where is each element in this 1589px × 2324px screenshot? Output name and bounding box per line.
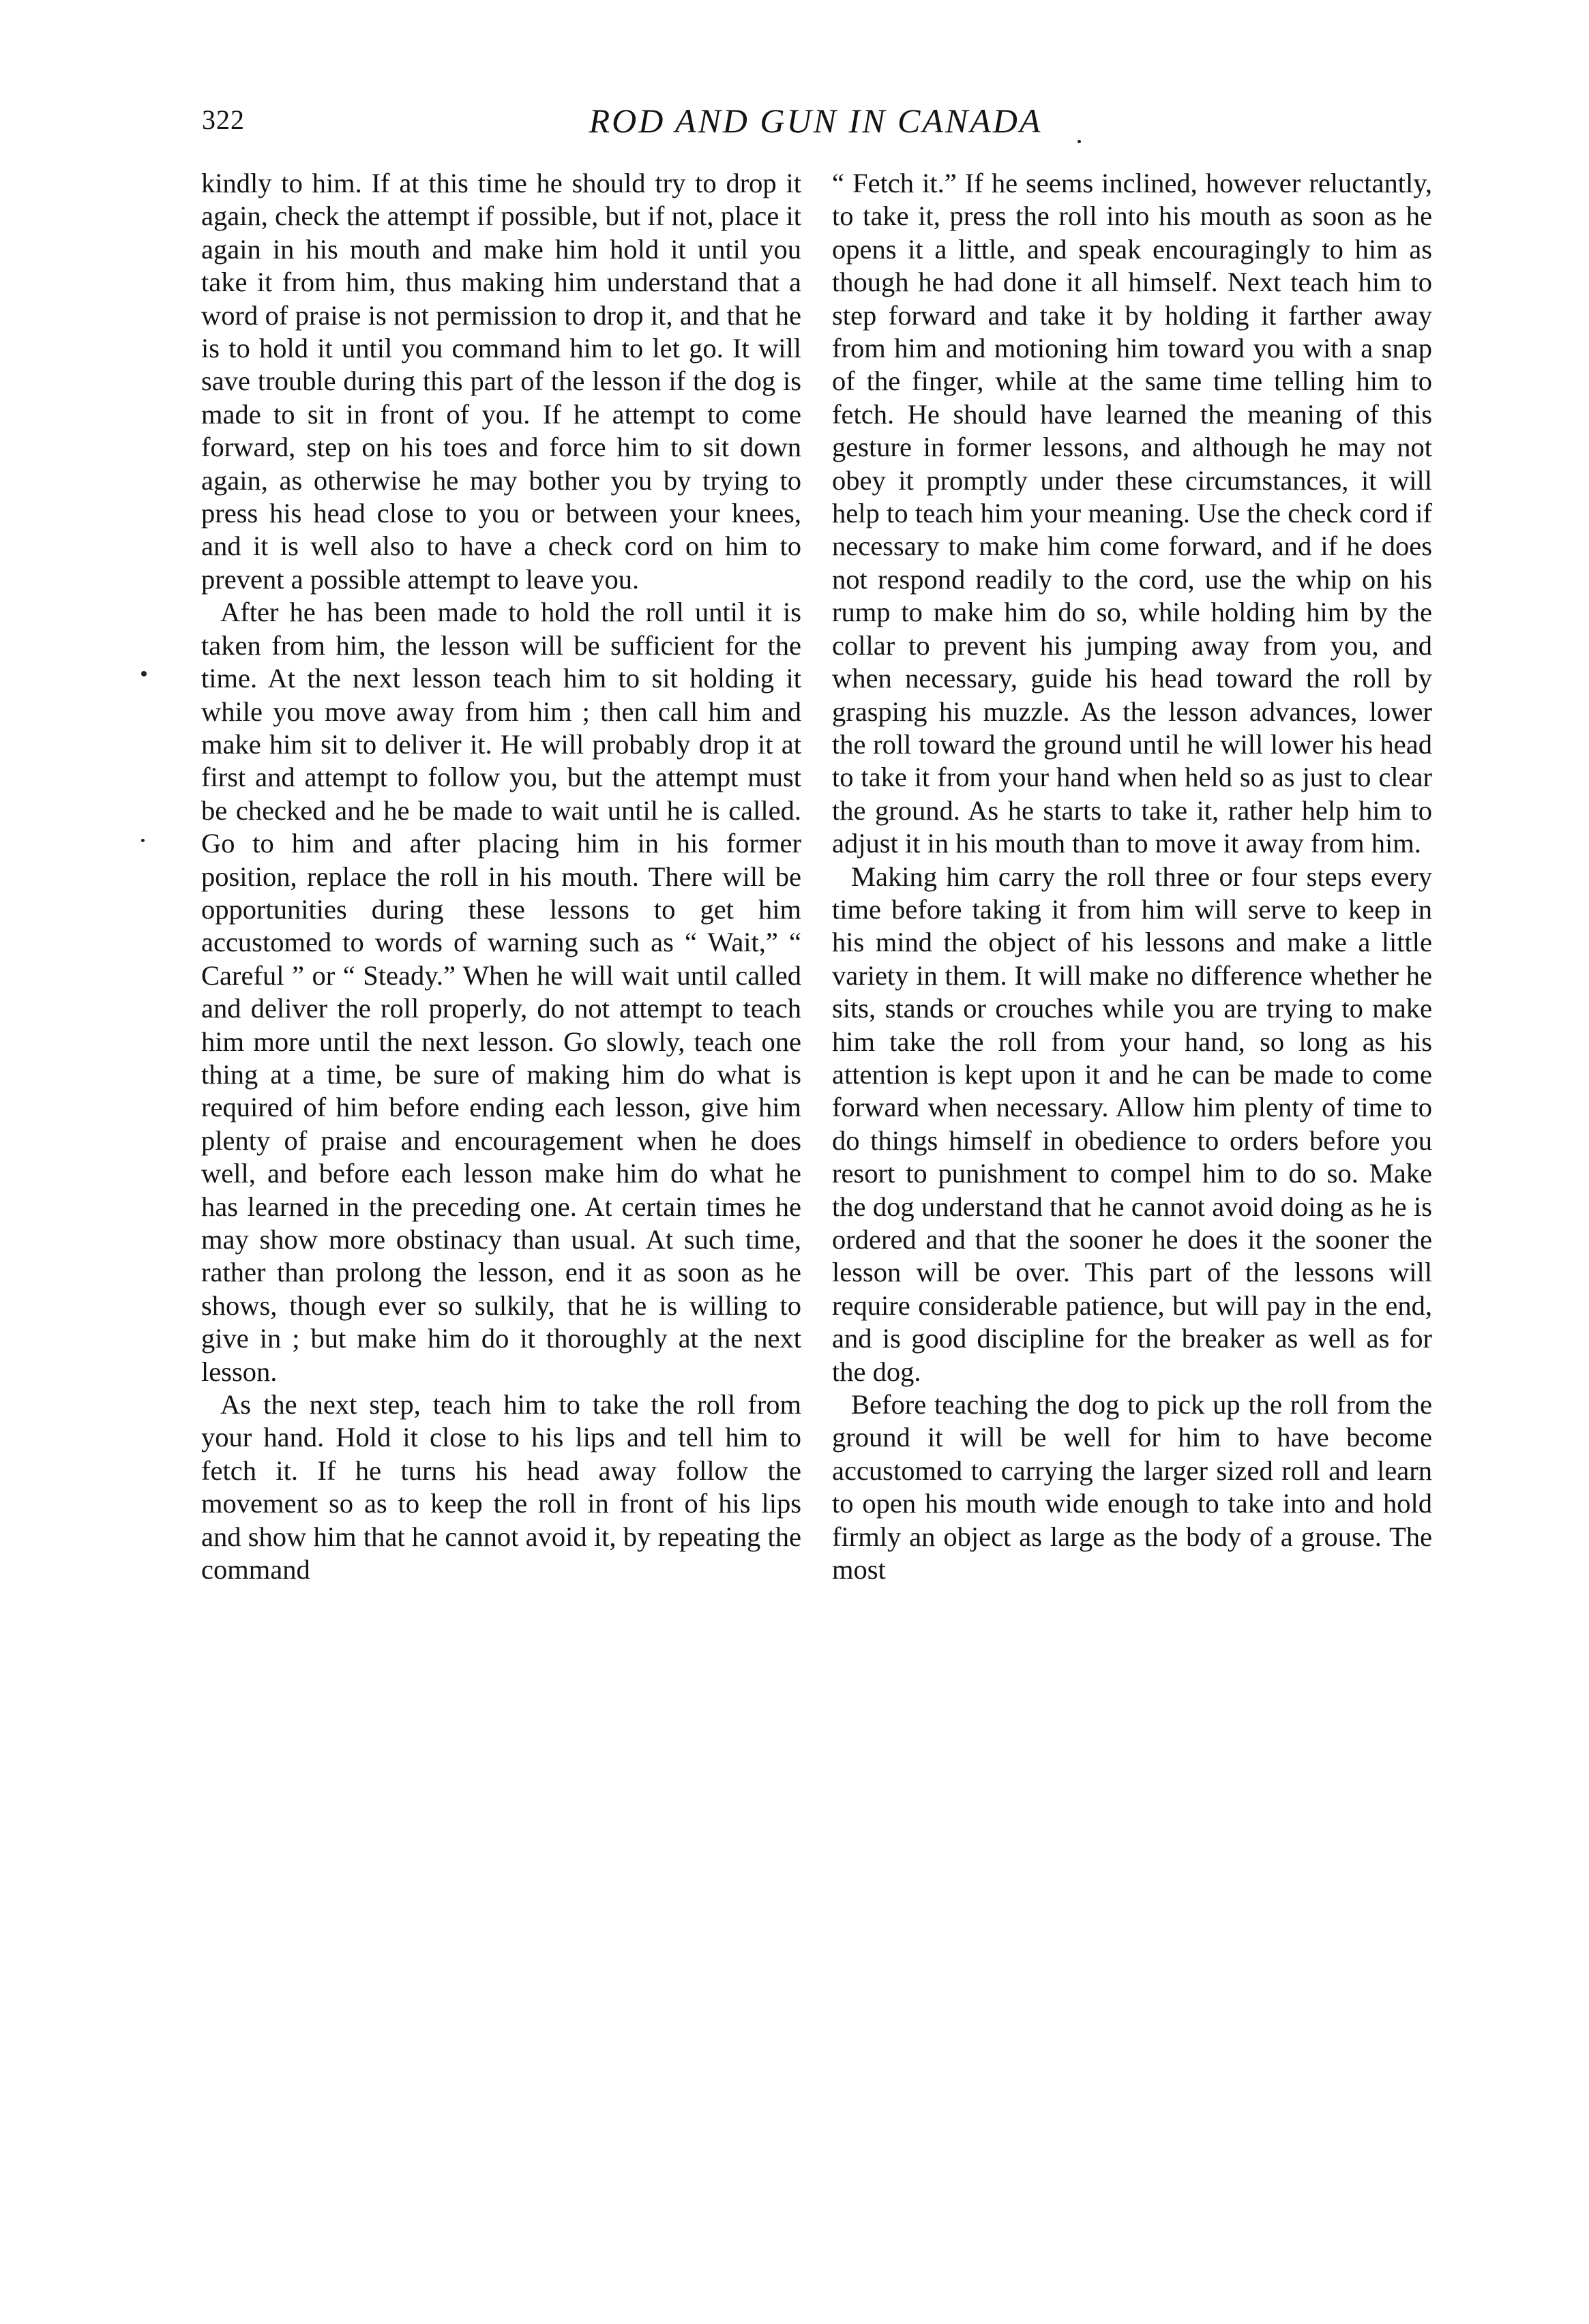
page-header: [202, 101, 1429, 142]
left-column: [201, 167, 801, 1586]
paragraph: Before teaching the dog to pick up the roll from the ground it will be well for him to have become accustomed to carrying the larger sized roll and learn to open his mouth wide enough to take into and hold firmly an object as large as the body of a grouse. The most: [832, 1389, 1432, 1585]
paragraph: After he has been made to hold the roll until it is taken from him, the lesson will be sufficient for the time. At the next lesson teach him to sit holding it while you move away from him ; then call him and make him sit to deliver it. He will probably drop it at first and attempt to follow you, but the attempt must be checked and he be made to wait until he is called. Go to him and after placing him in his former position, replace the roll in his mouth. There will be opportunities during these lessons to get him accustomed to words of warning such as “ Wait,” “ Careful ” or “ Steady.” When he will wait until called and deliver the roll properly, do not attempt to teach him more until the next lesson. Go slowly, teach one thing at a time, be sure of making him do what is required of him before ending each lesson, give him plenty of praise and encouragement when he does well, and before each lesson make him do what he has learned in the preceding one. At certain times he may show more obstinacy than usual. At such time, rather than prolong the lesson, end it as soon as he shows, though ever so sulkily, that he is willing to give in ; but make him do it thoroughly at the next lesson.: [201, 597, 801, 1387]
margin-dot-mark: [1078, 140, 1081, 143]
margin-dot-mark: [141, 839, 145, 842]
right-column: [832, 167, 1432, 1586]
page-number: 322: [202, 104, 245, 135]
paragraph: “ Fetch it.” If he seems inclined, however reluctantly, to take it, press the roll into his mouth as soon as he opens it a little, and speak encouragingly to him as though he had done it all himself. Next teach him to step forward and take it by holding it farther away from him and motioning him toward you with a snap of the finger, while at the same time telling him to fetch. He should have learned the meaning of this gesture in former lessons, and although he may not obey it promptly under these circumstances, it will help to teach him your meaning. Use the check cord if necessary to make him come forward, and if he does not respond readily to the cord, use the whip on his rump to make him do so, while holding him by the collar to prevent his jumping away from you, and when necessary, guide his head toward the roll by grasping his muzzle. As the lesson advances, lower the roll toward the ground until he will lower his head to take it from your hand when held so as just to clear the ground. As he starts to take it, rather help him to adjust it in his mouth than to move it away from him.: [832, 168, 1432, 859]
paragraph: As the next step, teach him to take the roll from your hand. Hold it close to his lips and tell him to fetch it. If he turns his head away follow the movement so as to keep the roll in front of his lips and show him that he cannot avoid it, by repeating the command: [201, 1389, 801, 1585]
running-title: ROD AND GUN IN CANADA: [589, 102, 1043, 140]
paragraph: Making him carry the roll three or four steps every time before taking it from him will serve to keep in his mind the object of his lessons and make a little variety in them. It will make no difference whether he sits, stands or crouches while you are trying to make him take the roll from your hand, so long as his attention is kept upon it and he can be made to come forward when necessary. Allow him plenty of time to do things himself in obedience to orders before you resort to punishment to compel him to do so. Make the dog understand that he cannot avoid doing as he is ordered and that the sooner he does it the sooner the lesson will be over. This part of the lessons will require considerable patience, but will pay in the end, and is good discipline for the breaker as well as for the dog.: [832, 861, 1432, 1387]
paragraph: kindly to him. If at this time he should try to drop it again, check the attempt if possible, but if not, place it again in his mouth and make him hold it until you take it from him, thus making him understand that a word of praise is not permission to drop it, and that he is to hold it until you command him to let go. It will save trouble during this part of the lesson if the dog is made to sit in front of you. If he attempt to come forward, step on his toes and force him to sit down again, as otherwise he may bother you by trying to press his head close to you or between your knees, and it is well also to have a check cord on him to prevent a possible attempt to leave you.: [201, 168, 801, 595]
margin-dot-mark: [141, 671, 147, 676]
